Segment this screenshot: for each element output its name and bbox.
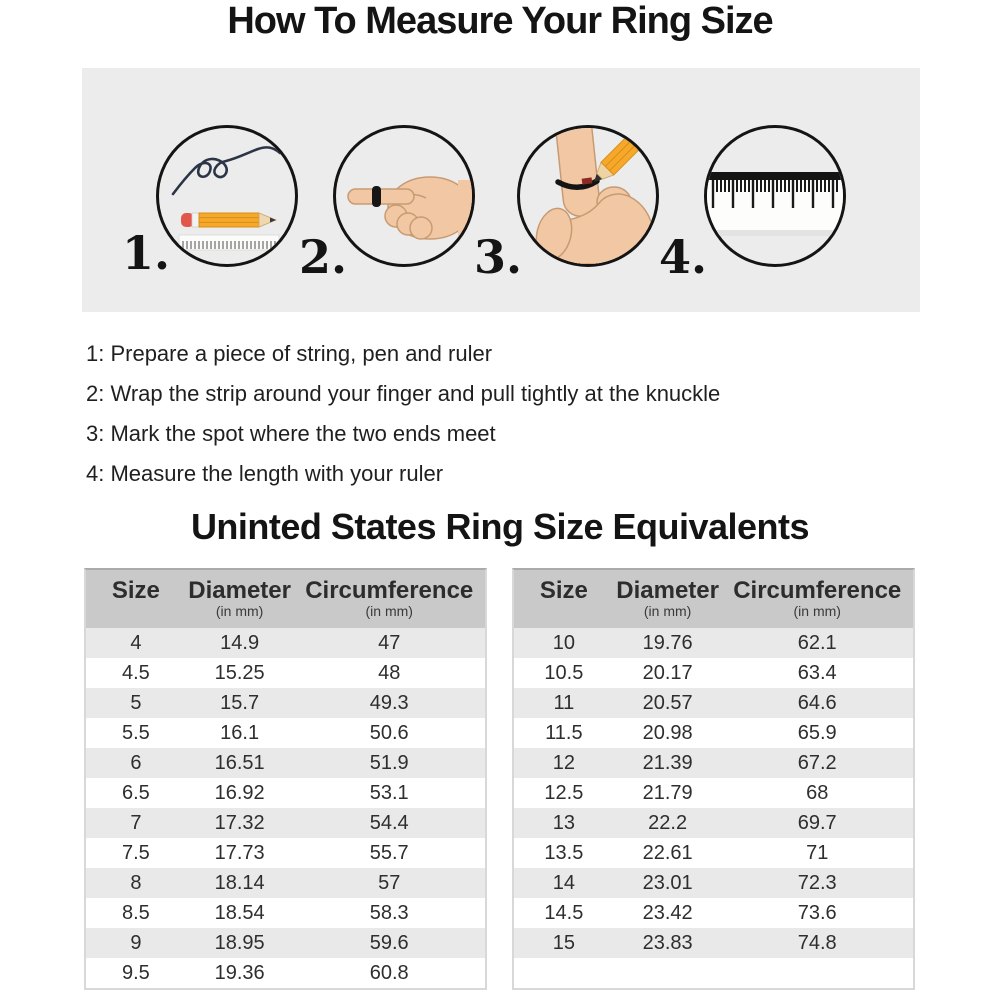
table-cell: 22.61 — [642, 841, 693, 864]
ruler-closeup-icon — [707, 128, 843, 264]
pointing-hand-string-icon — [336, 128, 472, 264]
table-cell: 16.51 — [214, 751, 265, 774]
table-cell: 23.83 — [642, 931, 693, 954]
table-cell: 5.5 — [121, 721, 150, 744]
table-cell: 73.6 — [797, 901, 837, 924]
size-header-label: Size — [539, 577, 588, 604]
table-row — [86, 658, 485, 688]
table-row — [86, 958, 485, 988]
table-row — [514, 928, 913, 958]
table-cell: 20.57 — [642, 691, 693, 714]
table-cell: 18.95 — [214, 931, 265, 954]
circumference-unit-label: (in mm) — [793, 603, 841, 619]
table-row — [86, 748, 485, 778]
table-cell: 8 — [130, 871, 142, 894]
table-cell: 20.17 — [642, 661, 693, 684]
table-cell: 18.54 — [214, 901, 265, 924]
table-cell: 57 — [378, 871, 401, 894]
circumference-header-label: Circumference — [305, 577, 474, 604]
table-cell: 16.92 — [214, 781, 265, 804]
table-row — [514, 748, 913, 778]
table-row — [514, 628, 913, 658]
table-cell: 9 — [130, 931, 142, 954]
table-cell: 10 — [552, 631, 575, 654]
column-header-circumference — [721, 570, 913, 628]
finger-marking-pencil-icon — [520, 128, 656, 264]
table-cell: 48 — [378, 661, 401, 684]
steps-illustration-band — [82, 68, 920, 312]
table-cell: 15 — [552, 931, 575, 954]
circumference-header-label: Circumference — [733, 577, 902, 604]
table-cell: 22.2 — [648, 811, 688, 834]
table-row — [86, 628, 485, 658]
column-header-size — [86, 570, 186, 628]
table-cell: 18.14 — [214, 871, 265, 894]
ring-size-table-right — [512, 568, 915, 990]
instruction-step-1: 1: Prepare a piece of string, pen and ruler — [86, 341, 493, 366]
table-cell: 72.3 — [797, 871, 837, 894]
column-header-circumference — [293, 570, 485, 628]
table-cell: 4 — [130, 631, 142, 654]
step-circle-1 — [156, 125, 298, 267]
table-row — [86, 838, 485, 868]
table-cell: 8.5 — [121, 901, 150, 924]
table-cell: 20.98 — [642, 721, 693, 744]
table-cell: 19.36 — [214, 961, 265, 984]
table-cell: 16.1 — [220, 721, 260, 744]
diameter-unit-label: (in mm) — [643, 603, 692, 619]
table-cell: 50.6 — [369, 721, 409, 744]
table-cell: 53.1 — [369, 781, 409, 804]
step-number-1: 1. — [122, 226, 171, 280]
table-cell: 14.9 — [220, 631, 260, 654]
table-cell: 58.3 — [369, 901, 409, 924]
column-header-diameter — [186, 570, 294, 628]
table-cell: 47 — [378, 631, 401, 654]
table-cell: 17.32 — [214, 811, 265, 834]
diameter-header-label: Diameter — [616, 577, 719, 604]
table-row — [514, 778, 913, 808]
table-cell: 11.5 — [545, 721, 583, 744]
table-cell: 21.79 — [642, 781, 693, 804]
table-cell: 7 — [130, 811, 142, 834]
table-cell: 51.9 — [369, 751, 409, 774]
table-cell: 14.5 — [544, 901, 584, 924]
instruction-step-4: 4: Measure the length with your ruler — [86, 461, 444, 486]
table-cell: 6.5 — [121, 781, 150, 804]
table-cell: 64.6 — [797, 691, 837, 714]
string-pencil-ruler-icon — [159, 128, 295, 264]
table-row — [86, 718, 485, 748]
table-row — [86, 868, 485, 898]
diameter-unit-label: (in mm) — [215, 603, 264, 619]
table-cell: 59.6 — [369, 931, 409, 954]
table-header — [86, 570, 485, 628]
step-circle-4 — [704, 125, 846, 267]
step-number-4: 4. — [659, 230, 708, 284]
table-cell: 23.01 — [642, 871, 693, 894]
instruction-step-2: 2: Wrap the strip around your finger and pull tightly at the knuckle — [86, 381, 721, 406]
table-cell: 12.5 — [544, 781, 584, 804]
table-body — [86, 628, 485, 988]
table-cell: 7.5 — [121, 841, 150, 864]
ring-size-table-left — [84, 568, 487, 990]
table-cell: 15.25 — [214, 661, 265, 684]
table-row — [514, 898, 913, 928]
table-cell: 6 — [130, 751, 142, 774]
table-cell: 65.9 — [797, 721, 837, 744]
table-row — [86, 688, 485, 718]
table-cell: 12 — [552, 751, 575, 774]
table-cell: 67.2 — [797, 751, 837, 774]
table-row — [514, 838, 913, 868]
table-cell: 60.8 — [369, 961, 409, 984]
table-cell: 63.4 — [797, 661, 837, 684]
table-row — [514, 658, 913, 688]
table-cell: 10.5 — [544, 661, 584, 684]
table-row — [86, 928, 485, 958]
table-cell: 15.7 — [220, 691, 260, 714]
table-cell: 74.8 — [797, 931, 837, 954]
table-cell: 9.5 — [121, 961, 150, 984]
diameter-header-label: Diameter — [188, 577, 291, 604]
table-cell: 54.4 — [369, 811, 409, 834]
table-cell: 68 — [806, 781, 829, 804]
table-cell: 19.76 — [642, 631, 693, 654]
step-circle-3 — [517, 125, 659, 267]
table-cell: 17.73 — [214, 841, 265, 864]
table-cell: 23.42 — [642, 901, 693, 924]
table-row — [86, 778, 485, 808]
table-cell: 13.5 — [544, 841, 584, 864]
size-header-label: Size — [111, 577, 160, 604]
page-title: How To Measure Your Ring Size — [227, 0, 773, 42]
table-cell: 62.1 — [797, 631, 837, 654]
step-number-2: 2. — [299, 230, 348, 284]
table-cell: 14 — [552, 871, 575, 894]
table-cell: 21.39 — [642, 751, 693, 774]
table-row — [514, 808, 913, 838]
table-row — [514, 688, 913, 718]
table-row — [514, 718, 913, 748]
circumference-unit-label: (in mm) — [365, 603, 413, 619]
step-number-3: 3. — [474, 230, 523, 284]
table-cell: 5 — [130, 691, 142, 714]
table-cell: 71 — [806, 841, 829, 864]
instruction-step-3: 3: Mark the spot where the two ends meet — [86, 421, 496, 446]
column-header-size — [514, 570, 614, 628]
table-cell: 55.7 — [369, 841, 409, 864]
column-header-diameter — [614, 570, 722, 628]
table-header — [514, 570, 913, 628]
table-cell: 49.3 — [369, 691, 409, 714]
instruction-list — [86, 334, 720, 494]
table-cell: 4.5 — [121, 661, 150, 684]
table-row — [86, 808, 485, 838]
table-body — [514, 628, 913, 958]
table-cell: 13 — [552, 811, 575, 834]
equivalents-title: Uninted States Ring Size Equivalents — [190, 506, 810, 547]
table-row — [86, 898, 485, 928]
step-circle-2 — [333, 125, 475, 267]
table-row — [514, 868, 913, 898]
table-cell: 11 — [553, 691, 575, 714]
table-cell: 69.7 — [797, 811, 837, 834]
